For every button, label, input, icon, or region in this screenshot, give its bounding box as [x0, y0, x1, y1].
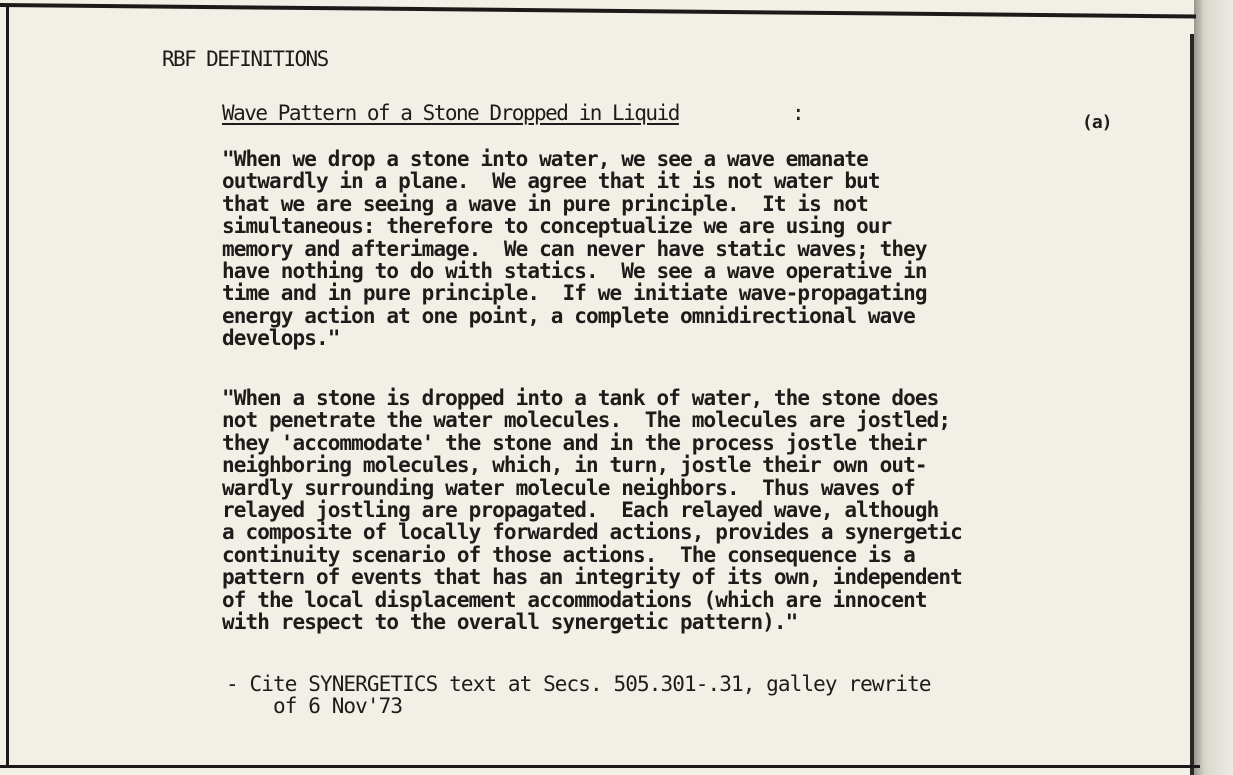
- card-border-left: [6, 4, 9, 767]
- section-title-colon: :: [792, 101, 804, 125]
- card-border-right: [1190, 34, 1194, 775]
- page-edge-shadow: [1194, 0, 1204, 775]
- citation-note: - Cite SYNERGETICS text at Secs. 505.301-.31, galley rewrite of 6 Nov'73: [226, 672, 931, 719]
- document-heading: RBF DEFINITIONS: [162, 47, 328, 71]
- quote-paragraph: "When a stone is dropped into a tank of water, the stone does not penetrate the water molecules. The molecules are jostled; they 'accommodate' the stone and in the process jostle their neighboring molecules, which, in turn, jostle their own out- wardly surrounding water molecule neighbors. Thus waves of relayed jostling are propagated. Each relayed wave, although a composite of locally forwarded actions, provides a synergetic continuity scenario of those actions. The consequence is a pattern of events that has an integrity of its own, independent of the local displacement accommodations (which are innocent with respect to the overall synergetic pattern).": [222, 386, 962, 635]
- quote-paragraph: "When we drop a stone into water, we see a wave emanate outwardly in a plane. We agree that it is not water but that we are seeing a wave in pure principle. It is not simultaneous: therefore to conceptualize we are using our memory and afterimage. We can never have static waves; they have nothing to do with statics. We see a wave operative in time and in pure principle. If we initiate wave-propagating energy action at one point, a complete omnidirectional wave develops.": [222, 147, 927, 351]
- card-border-bottom: [0, 765, 1200, 768]
- card-border-top: [0, 3, 1196, 18]
- section-title: Wave Pattern of a Stone Dropped in Liquid: [222, 101, 679, 125]
- section-marker: (a): [1082, 112, 1112, 133]
